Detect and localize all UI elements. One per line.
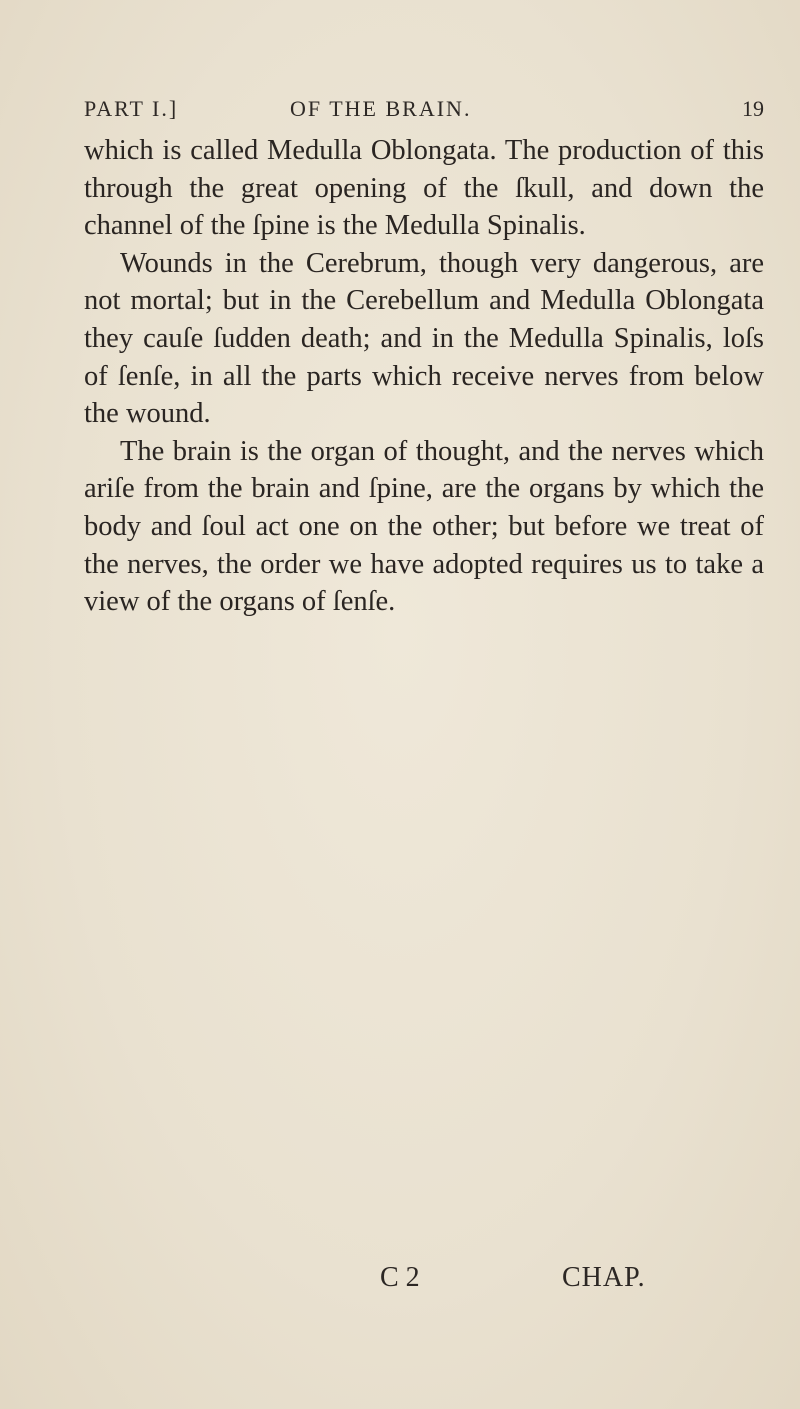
header-title: OF THE BRAIN. xyxy=(290,96,472,121)
signature-mark: C 2 xyxy=(380,1262,420,1293)
body-text xyxy=(84,132,764,621)
catchword: CHAP. xyxy=(562,1262,646,1293)
paragraph-wounds: Wounds in the Cerebrum, though very dangerous, are not mortal; but in the Cerebellum and Medulla Oblongata they cauſe ſudden death; and in the Medulla Spinalis, loſs of ſenſe, in all the parts which receive nerves from below the wound. xyxy=(84,247,764,430)
paragraph-continuation: which is called Medulla Oblongata. The production of this through the great opening of the ſkull, and down the channel of the ſpine is the Medulla Spinalis. xyxy=(84,135,764,242)
page-number: 19 xyxy=(742,96,764,121)
paragraph-brain-organ: The brain is the organ of thought, and the nerves which ariſe from the brain and ſpine, are the organs by which the body and ſoul act one on the other; but before we treat of the nerves, the order we have adopted requires us to take a view of the organs of ſenſe. xyxy=(84,435,764,618)
page-footer xyxy=(0,1262,800,1302)
header-part: PART I.] xyxy=(84,96,179,121)
running-header xyxy=(84,96,764,128)
